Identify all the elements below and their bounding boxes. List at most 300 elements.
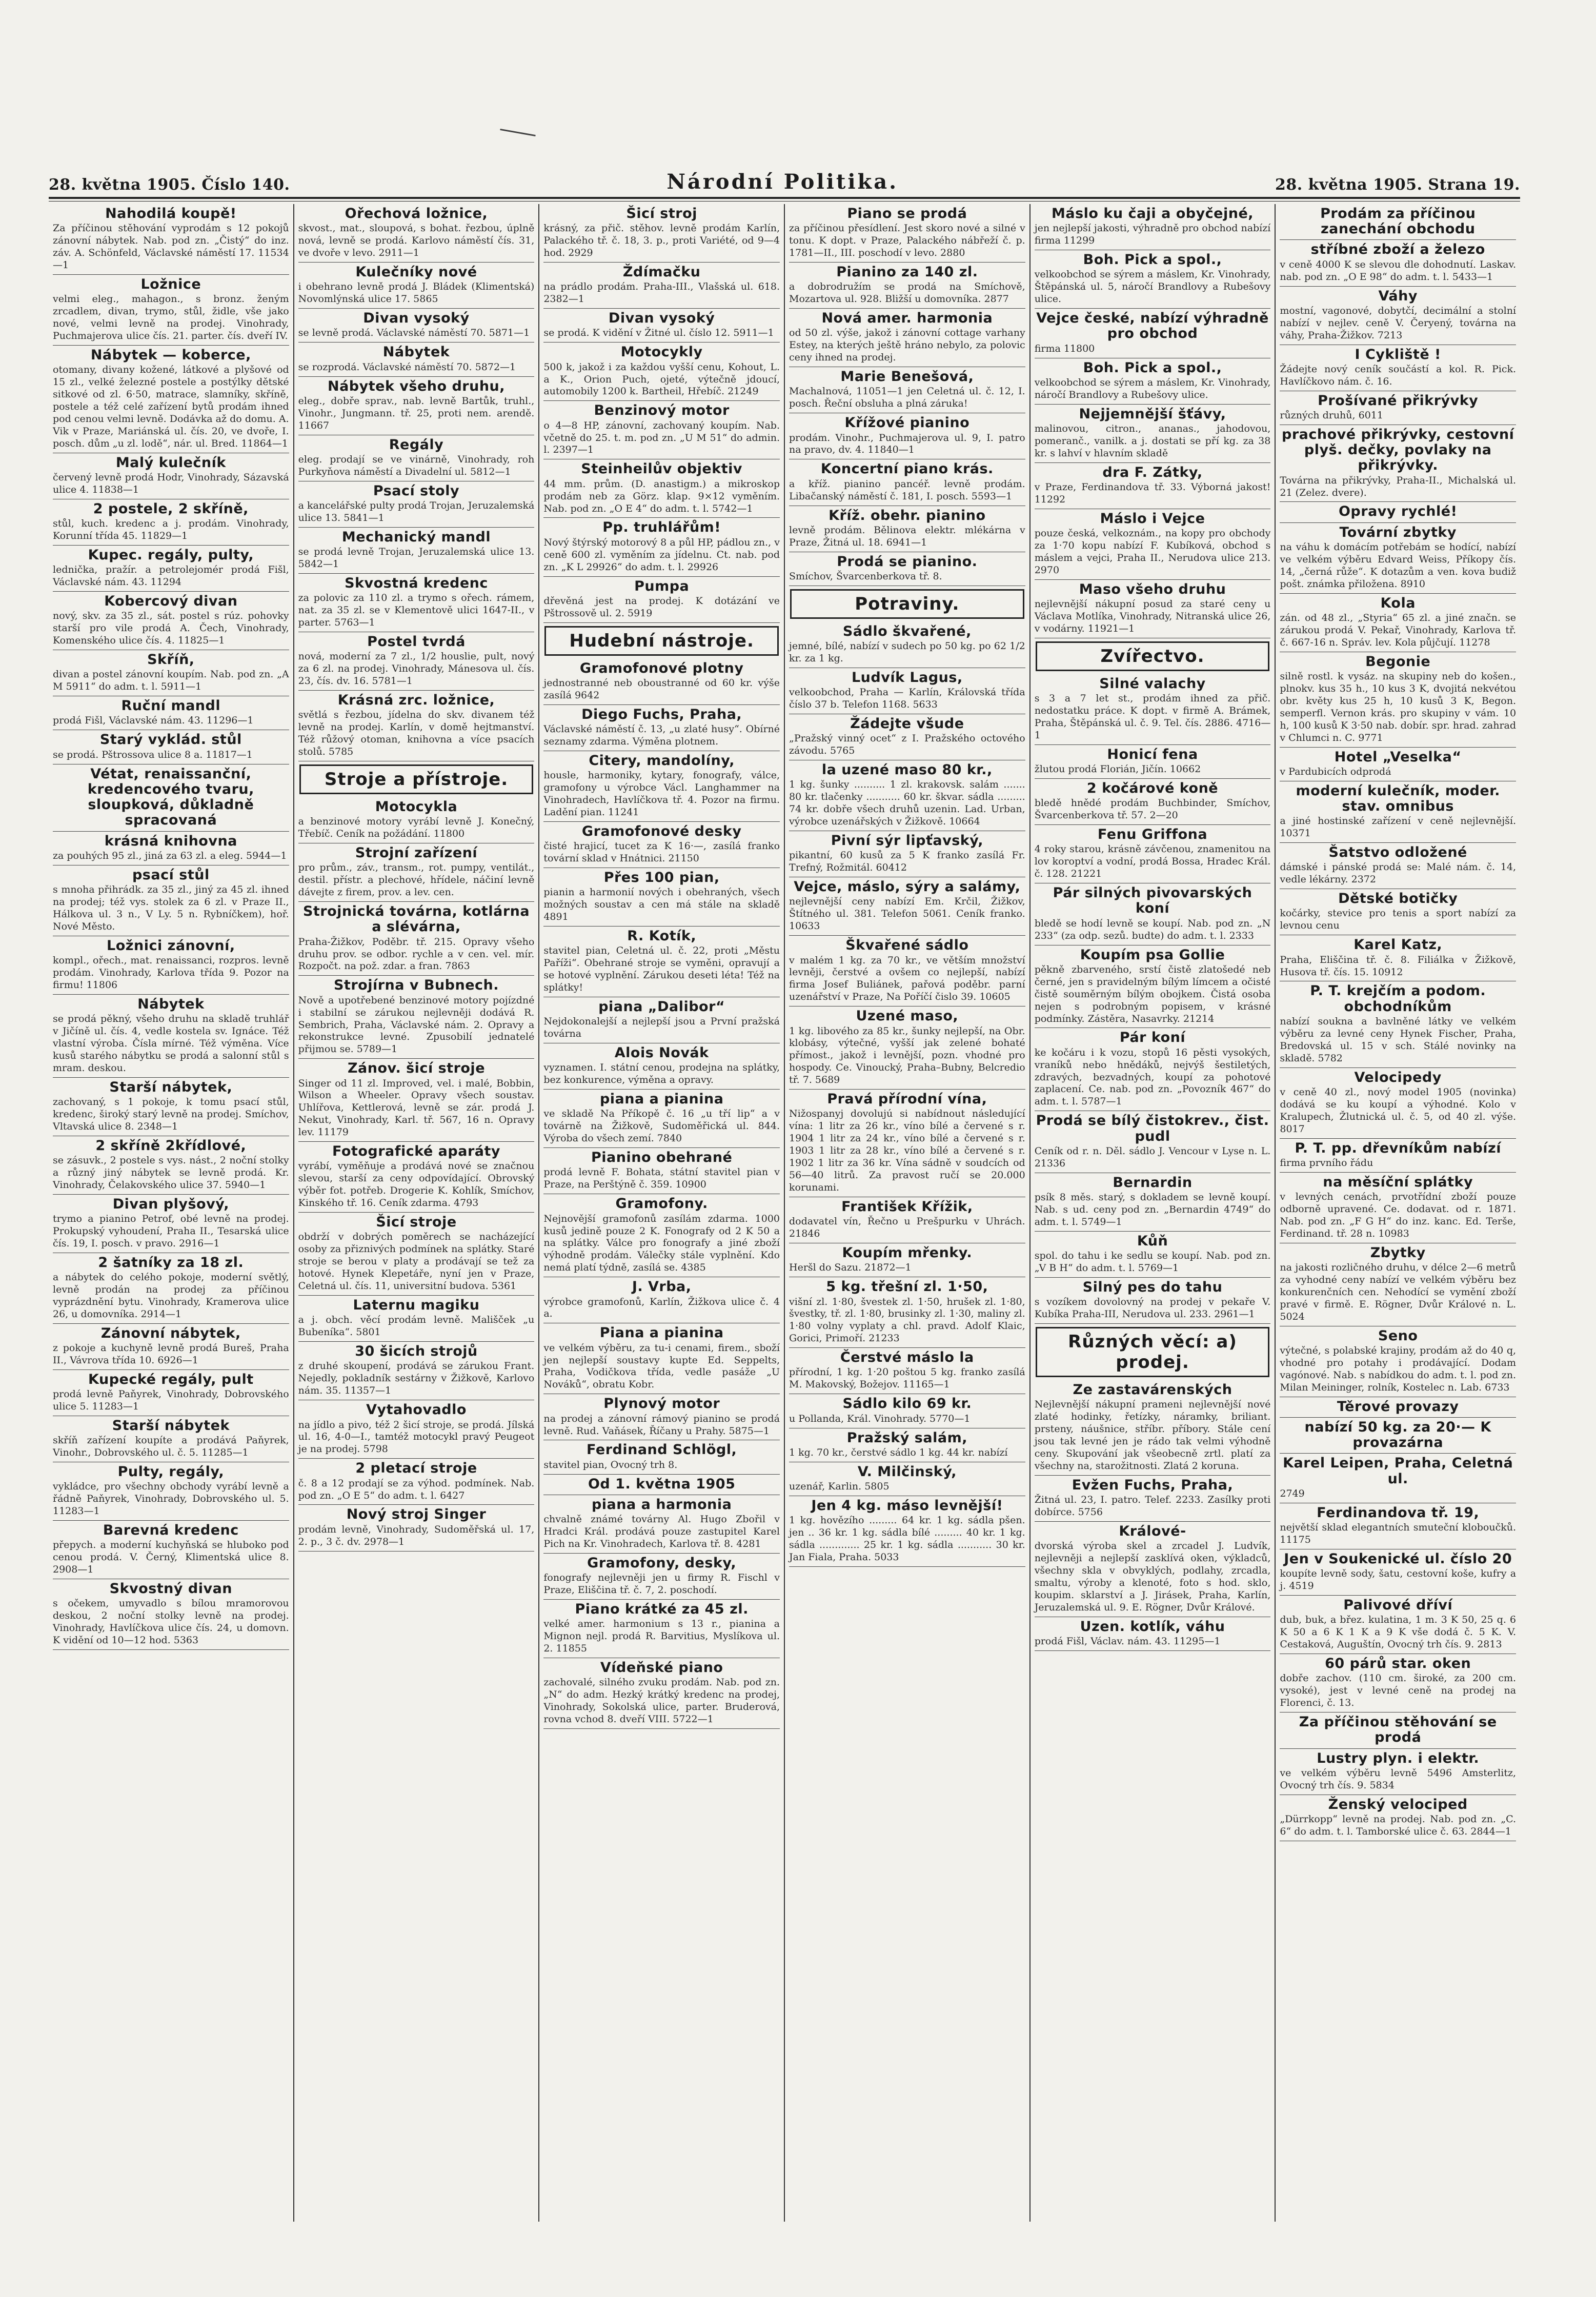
ad-headline: Za příčinou stěhování se prodá [1299,1714,1497,1746]
ad-body: stůl, kuch. kredenc a j. prodám. Vinohrady, Korunní třída 45. 11829—1 [53,518,289,542]
ad-body: vyznamen. I. státní cenou, prodejna na splátky, bez konkurence, výměna a opravy. [543,1062,780,1086]
ad-headline: Nábytek — koberce, [90,347,251,363]
section-heading: Hudební nástroje. [544,626,779,656]
ad-headline: Strojírna v Bubnech. [333,977,499,994]
ad-headline: 60 párů star. oken [1325,1656,1471,1672]
ad-body: různých druhů, 6011 [1280,409,1383,421]
ad-body: za pouhých 95 zl., jiná za 63 zl. a eleg. 5944—1 [53,850,287,861]
classified-ad [1280,502,1516,522]
classified-ad [298,377,535,435]
ad-headline: R. Kotík, [627,928,697,944]
ad-headline: Piano se prodá [847,206,967,221]
ad-headline: Máslo i Vejce [1100,510,1205,527]
classified-ad [1280,345,1516,391]
classified-ad [1280,1596,1516,1654]
ad-headline: Kupec. regály, pulty, [88,547,254,563]
ad-body: ve velkém výběru, za tu-i cenami, firem., sboží jen nejlepší soustavy kupte Ed. Seppelts, Praha, Vodičkova třída, vedle pasáže „U Nováků“, obratu Kobr. [543,1342,780,1391]
classified-ad [298,342,535,376]
ad-headline: Žádejte všude [850,716,964,732]
classified-ad [1035,1522,1271,1617]
ad-body: o 4—8 HP, zánovní, zachovaný koupím. Nab. včetně do 25. t. m. pod zn. „U M 51“ do admin. l. 2397—1 [543,419,780,456]
ad-body: a jiné hostinské zařízení v ceně nejlevnější. 10371 [1280,815,1517,839]
masthead-title: Národní Politika. [666,170,899,194]
ad-body: velmi eleg., mahagon., s bronz. ženým zrcadlem, divan, trymo, stůl, židle, vše jako nové, velmi levně na prodej. Vinohrady, Puchmajerova ulice čís. 21. parter. čís. dveří IV. [53,293,289,342]
ad-headline: Fenu Griffona [1097,827,1208,843]
ad-body: lednička, pražír. a petrolejomér prodá Fišl, Václavské nám. 43. 11294 [53,564,289,588]
classified-ad [789,1496,1025,1567]
ad-headline: Pianino obehrané [591,1150,733,1166]
ad-body: pianin a harmonií nových i obehraných, všech možných soustav a cen má stále na skladě 4891 [543,886,780,923]
ad-headline: Od 1. května 1905 [588,1476,736,1492]
classified-ad [543,263,780,309]
ad-headline: Kupecké regály, pult [88,1371,254,1387]
ad-body: zachovalé, silného zvuku prodám. Nab. pod zn. „N“ do adm. Hezký krátký kredenc na prodej, Vinohrady, Sokolská ulice, parter. Bruderová, rovna vchod 8. dveří VIII. 5722—1 [543,1677,780,1725]
classified-ad [53,346,289,453]
classified-ad [53,1078,289,1136]
ad-headline: Gramofony. [615,1196,708,1212]
ad-body: velkoobchod se sýrem a máslem, Kr. Vinohrady, Štěpánská ul. 5, náročí Brandlovy a Rubešovy ulice. [1034,269,1271,305]
classified-ad [1280,240,1516,286]
ad-body: pikantní, 60 kusů za 5 K franko zasílá Fr. Trefný, Rožmitál. 60412 [789,850,1025,874]
ad-headline: Nábytek [382,344,450,360]
classified-ad [298,902,535,976]
classified-ad [53,696,289,730]
ad-body: Továrna na přikrývky, Praha-II., Michalská ul. 21 (Zelez. dvere). [1280,474,1517,498]
ad-body: Za příčinou stěhování vyprodám s 12 pokojů zánovní nábytek. Nab. pod zn. „Čistý“ do inz. záv. A. Schönfeld, Václavské náměstí 17. 11534—1 [53,223,289,271]
ad-body: Nově a upotřebené benzinové motory pojízdné i stabilní se zárukou nejlevněji dodává R. Sembrich, Praha, Václavské nám. 2. Opravy a rekonstrukce levné. Zpusobilí jednatelé přijmou se. 5789—1 [298,994,535,1055]
ad-body: prodá levně Paňyrek, Vinohrady, Dobrovského ulice 5. 11283—1 [53,1388,289,1413]
classified-ad [298,691,535,761]
ad-headline: Prodá se bílý čistokrev., čist. pudl [1036,1113,1269,1144]
section-heading: Zvířectvo. [1036,641,1270,671]
ad-headline: Ždímačku [622,264,701,280]
ad-body: pěkně zbarveného, srstí čistě zlatošedé neb černé, jen s pravidelným bílým límcem a očisté čistě souměrným bílým obojkem. Čistá osoba nejen s podrobným popisem, v krásné podmínky. Zástěra, Nasavrky. 21214 [1034,963,1271,1024]
classified-ad [53,1324,289,1370]
classified-ad [543,1554,780,1600]
classified-ad [298,1505,535,1551]
classified-ad [789,1197,1025,1243]
ad-headline: Nová amer. harmonia [821,310,993,327]
ad-body: stavitel pian, Celetná ul. č. 22, proti „Městu Paříži“. Obehrané stroje se vyměni, opravují a se hotové vyplnění. Zárukou deseti léta! Též na splátky! [543,945,780,994]
ad-body: pouze česká, velkoznám., na kopy pro obchody za 1·70 kopu nabízí F. Kubíková, obchod s máslem a vejci, Praha II., Nerudova ulice 213. 2970 [1034,528,1271,576]
classified-ad [298,976,535,1059]
ad-body: ve skladě Na Příkopě č. 16 „u tří lip“ a v továrně na Žižkově, Sudoměřická ul. 844. Výroba do všech zemí. 7840 [543,1108,780,1144]
ad-headline: Šicí stroje [376,1214,457,1231]
classified-ad [53,1462,289,1521]
ad-body: stavitel pian, Ovocný trh 8. [543,1459,678,1470]
ad-headline: Uzené maso, [856,1008,959,1024]
ad-headline: Šatstvo odložené [1328,844,1467,861]
classified-ad [543,1600,780,1658]
ad-headline: prachové přikrývky, cestovní plyš. dečky, povlaky na přikrývky. [1282,426,1514,474]
classified-ad [1280,287,1516,345]
classified-ad [543,997,780,1043]
ad-body: fonografy nejlevněji jen u firmy R. Fischl v Praze, Eliščina tř. č. 7, 2. poschodí. [543,1572,780,1596]
ad-body: č. 8 a 12 prodají se za výhod. podmínek. Nab. pod zn. „O E 5“ do adm. t. l. 6427 [298,1477,535,1501]
ad-headline: Regály [389,436,444,453]
ad-headline: piana a pianina [599,1091,724,1107]
classified-ad [1035,1232,1271,1278]
ad-headline: Jen v Soukenické ul. číslo 20 [1284,1550,1512,1567]
ad-headline: Pravá přírodní vína, [827,1091,987,1107]
classified-ad [789,760,1025,831]
ad-headline: Lustry plyn. i elektr. [1317,1750,1480,1766]
ad-body: největší sklad elegantních smuteční kloboučků. 11175 [1280,1522,1517,1545]
ad-headline: Boh. Pick a spol., [1083,252,1222,268]
ad-headline: Pianino za 140 zl. [836,264,978,280]
ad-body: spol. do tahu i ke sedlu se koupí. Nab. pod zn. „V B H“ do adm. t. l. 5769—1 [1034,1250,1271,1274]
ad-body: jen nejlepší jakosti, výhradně pro obchod nabízí firma 11299 [1034,223,1271,247]
classified-ad [789,506,1025,552]
ad-body: trymo a pianino Petrof, obé levně na prodej. Prokupský vyhoudení, Praha II., Tesarská ulice čís. 19, I. posch. v pravo. 2916—1 [53,1213,289,1249]
ad-body: s 3 a 7 let st., prodám ihned za přič. nedostatku práce. K dopt. v firmě A. Brámek, Praha, Štěpánská ul. č. 9. Tel. čís. 2886. 4716—1 [1034,693,1271,741]
classified-ad [789,1348,1025,1394]
classified-ad [53,546,289,592]
classified-ad [789,459,1025,506]
ad-headline: Jen 4 kg. máso levnější! [811,1497,1003,1514]
ad-body: výtečné, s polabské krajiny, prodám až do 40 q, vhodné pro potahy i prodávající. Dodam vagónové. Nab. s nabídkou do adm. t. l. pod zn. Milan Meininger, rolník, Kostelec n. Lab. 6733 [1280,1344,1517,1393]
ad-headline: Kobercový divan [104,593,238,610]
ad-headline: Opravy rychlé! [1338,503,1458,520]
ad-headline: stříbné zboží a železo [1310,241,1485,258]
ad-body: prodá Fišl, Václav. nám. 43. 11295—1 [1034,1636,1221,1647]
ad-body: skvost., mat., sloupová, s bohat. řezbou, úplně nová, levně se prodá. Karlovo náměstí čís. 31, ve dvoře v levo. 2911—1 [298,223,535,259]
classified-ad [298,1296,535,1342]
classified-ad [789,552,1025,586]
ad-headline: Kola [1380,595,1416,611]
classified-ad [1280,781,1516,843]
classified-ad [1280,652,1516,748]
classified-ad [543,577,780,623]
ad-headline: Váhy [1378,288,1418,304]
classified-ad [1280,748,1516,781]
classified-ad [789,1090,1025,1197]
ad-headline: Pár koní [1119,1030,1186,1046]
ad-headline: Hotel „Veselka“ [1334,749,1462,765]
ad-body: v ceně 4000 K se slevou dle dohodnutí. Laskav. nab. pod zn. „O E 98“ do adm. t. l. 5433—1 [1280,258,1517,283]
ad-headline: 5 kg. třešní zl. 1·50, [826,1279,988,1295]
ad-headline: Škvařené sádlo [845,937,969,954]
ad-headline: piana a harmonia [591,1496,732,1513]
ad-body: 44 mm. prům. (D. anastigm.) a mikroskop prodám neb za Görz. klap. 9×12 vyměním. Nab. pod zn. „O E 4“ do adm. t. l. 5742—1 [543,478,780,514]
ad-body: mostní, vagonové, dobytčí, decimální a stolní nabízí v nejlev. ceně V. Čeryený, továrna na váhy, Praha-Žižkov. 7213 [1280,305,1517,341]
ad-body: koupíte levně sody, šatu, cestovní koše, kufry a j. 4519 [1280,1568,1517,1592]
ad-body: se prodá levně Trojan, Jeruzalemská ulice 13. 5842—1 [298,546,535,570]
classified-ad [1280,1243,1516,1326]
ad-headline: Seno [1378,1327,1418,1344]
ad-body: Nový štýrský motorový 8 a půl HP, pádlou zn., v ceně 600 zl. vyměním za jídelnu. Ct. nab. pod zn. „K L 29926“ do adm. t. l. 29926 [543,536,780,573]
ad-headline: Psací stoly [373,482,460,499]
ad-headline: Pražský salám, [846,1429,967,1446]
ad-headline: Máslo ku čaji a obyčejné, [1052,206,1254,221]
ad-body: v ceně 40 zl., nový model 1905 (novinka) dodává se ku koupí a výhodné. Kolo v Kralupech, Žlutnická ul. č. 5, od 40 zl. výše. 8017 [1280,1086,1517,1135]
classified-ad [543,868,780,926]
classified-ad [789,1006,1025,1090]
classified-ad [1035,1278,1271,1324]
ad-body: Machalnová, 11051—1 jen Celetná ul. č. 12, I. posch. Řeční obsluha a plná záruka! [789,386,1025,410]
classified-ad [53,995,289,1078]
ad-body: zachovaný, s 1 pokoje, k tomu psací stůl, kredenc, široký starý levně na prodej. Smíchov, Vltavská ulice 8. 2348—1 [53,1096,289,1132]
ad-headline: Pp. truhlářům! [602,519,721,536]
classified-ad [298,1213,535,1296]
ad-body: Nejlevnější nákupní prameni nejlevnější nové zlaté hodinky, řetízky, náramky, briliant. prsteny, náušnice, stříbr. příbory. Stále cení jsou tak levné jen je rádo tak velmi výhodně ceny. Skupování jak všeobecně zrtl. platí za všechny na, starožitnosti. Zlatá 2 koruna. [1034,1399,1271,1472]
newspaper-page [49,0,1520,2297]
ad-headline: Kůň [1137,1233,1168,1249]
ad-body: na prodej a zánovní rámový pianino se prodá levně. Rud. Vaňásek, Říčany u Prahy. 5875—1 [543,1413,780,1437]
classified-ad [543,659,780,705]
ad-body: a kancelářské pulty prodá Trojan, Jeruzalemská ulice 13. 5841—1 [298,499,535,523]
classified-ad [1035,580,1271,638]
classified-ad [53,1416,289,1462]
classified-ad [543,309,780,342]
classified-ad [543,1277,780,1323]
ad-headline: Vytahovadlo [366,1402,467,1418]
ink-mark [500,129,535,136]
ad-body: na prádlo prodám. Praha-III., Vlašská ul. 618. 2382—1 [543,281,780,305]
ad-headline: Barevná kredenc [103,1522,239,1539]
ad-headline: Maso všeho druhu [1079,581,1226,597]
ad-headline: Fotografické aparáty [332,1143,500,1160]
classified-ad [1280,1654,1516,1712]
ad-headline: Steinheilův objektiv [581,461,742,477]
classified-ad [543,1495,780,1554]
ad-body: v Pardubicích odprodá [1280,765,1391,777]
ad-headline: Sádlo škvařené, [842,623,972,639]
ad-headline: V. Milčinský, [857,1463,957,1480]
classified-ad [298,263,535,309]
ad-headline: Marie Benešová, [840,369,974,385]
ad-body: vykládce, pro všechny obchody vyrábí levně a řádně Paňyrek, Vinohrady, Dobrovského ul. 5. 11283—1 [53,1481,289,1517]
classified-ad [53,275,289,346]
classified-ad [1035,1111,1271,1173]
ad-headline: Krásná zrc. ložnice, [337,692,495,708]
classified-ad [1280,1549,1516,1596]
ad-headline: Ložnice [140,276,201,292]
classified-ad [1035,1476,1271,1522]
ad-body: krásný, za přič. stěhov. levně prodám Karlín, Palackého tř. č. 18, 3. p., proti Variété, od 9—4 hod. 2929 [543,223,780,259]
ad-headline: piana „Dalibor“ [598,998,725,1015]
ad-headline: Nábytek všeho druhu, [327,378,506,394]
ad-headline: Gramofonové desky [581,823,742,839]
classified-ad [1280,1749,1516,1795]
classified-ad [1280,391,1516,425]
classified-ad [1035,204,1271,250]
ad-body: zán. od 48 zl., „Styria“ 65 zl. a jiné značn. se zárukou prodá V. Pekař, Vinohrady, Karlova tř. č. 667-16 n. Správ. lev. Kola půjčují. 11278 [1280,612,1517,648]
classified-ad [1035,250,1271,309]
ad-headline: Silné valachy [1099,675,1206,692]
ad-body: i obehrano levně prodá J. Bládek (Klimentská) Novomlýnská ulice 17. 5865 [298,281,535,305]
classified-ad [1280,1503,1516,1549]
ad-headline: Starý vyklád. stůl [99,732,242,748]
ad-headline: Silný pes do tahu [1082,1279,1223,1295]
ad-headline: P. T. krejčím a podom. obchodníkům [1310,983,1486,1015]
ad-headline: Begonie [1365,653,1431,670]
ad-headline: Starší nábytek, [109,1079,233,1095]
ad-headline: nabízí 50 kg. za 20·— K provazárna [1304,1419,1491,1451]
ad-body: dub, buk, a břez. kulatina, 1 m. 3 K 50, 25 q. 6 K 50 a 6 K 1 K a 9 K vše dodá č. 5 K. V. Cestaková, Auguštín, Ovocný trh čís. 9. 2813 [1280,1614,1517,1650]
classified-ad [53,1579,289,1650]
ad-headline: 2 postele, 2 skříně, [93,500,249,517]
classified-ad [543,459,780,518]
ad-headline: Skvostná kredenc [345,575,488,591]
ad-body: 1 kg. 70 kr., čerstvé sádlo 1 kg. 44 kr. nabízí [789,1446,1008,1458]
ad-body: Ceník od r. n. Děl. sádlo J. Vencour v Lyse n. L. 21336 [1034,1145,1271,1169]
classified-ad [1280,981,1516,1067]
ad-body: a dobrodružím se prodá na Smíchově, Mozartova ul. 928. Bližší u domovníka. 2877 [789,281,1025,305]
classified-ad [1280,843,1516,889]
classified-ad [1280,204,1516,240]
ad-headline: Karel Leipen, Praha, Celetná ul. [1283,1455,1513,1487]
ad-body: a j. obch. věcí prodám levně. Mališček „u Bubeníka“. 5801 [298,1314,535,1338]
ad-headline: la uzené maso 80 kr., [821,762,993,778]
ad-body: Singer od 11 zl. Improved, vel. i malé, Bobbin, Wilson a Wheeler. Opravy všech soustav. Uhlířova, Kettlerová, levně se zár. prodá J. Nekut, Vinohrady, Karl. tř. 567, 16 n. Opravy lev. 11179 [298,1077,535,1138]
classified-ad [53,1370,289,1416]
classified-ad [298,1142,535,1213]
column-2 [293,204,539,2222]
ad-headline: Vétat, renaissanční, kredencového tvaru, sloupková, důkladně spracovaná [87,765,254,829]
column-4 [784,204,1029,2222]
classified-ad [53,1253,289,1324]
ad-body: „Dürrkopp“ levně na prodej. Nab. pod zn. „C. 6“ do adm. t. l. Tamborské ulice č. 63. 2844—1 [1280,1813,1517,1837]
ad-body: v Praze, Ferdinandova tř. 33. Výborná jakost! 11292 [1034,481,1271,505]
classified-ad [1035,825,1271,883]
classified-ad [789,668,1025,714]
ad-headline: Mechanický mandl [341,529,491,545]
ad-body: nejlevnější ceny nabízí Em. Krčil, Žižkov, Štítného ul. 381. Telefon 5061. Ceník franko. 10633 [789,896,1025,932]
ad-body: na váhu k domácím potřebám se hodící, nabízí ve velkém výběru Edvard Weiss, Příkopy čís. 14, „černá růže“. K dotazům a ven. kova budiž pošt. známka přiložena. 8910 [1280,541,1517,590]
ad-body: velké amer. harmonium s 13 r., pianina a Mignon nejl. prodá R. Barvitius, Myslíkova ul. 2. 11855 [543,1618,780,1655]
ad-headline: Ferdinand Schlögl, [587,1442,737,1458]
ad-body: z druhé skoupení, prodává se zárukou Frant. Nejedly, pokladník sestárny v Žižkově, Karlovo nám. 35. 11357—1 [298,1360,535,1397]
ad-body: Václavské náměstí č. 13, „u zlaté husy“. Obírné seznamy zdarma. Výměna plotnem. [543,723,780,747]
classified-ad [543,1148,780,1194]
ad-body: chvalně známé továrny Al. Hugo Zbořil v Hradci Král. prodává pouze zastupitel Karel Pich na Kr. Vinohradech, Karlova tř. 8. 4281 [543,1514,780,1549]
ad-headline: Prošívané přikrývky [1318,392,1479,409]
classified-ad [543,705,780,751]
ad-headline: Dětské botičky [1338,891,1458,907]
classified-ad [298,309,535,342]
ad-body: na jídlo a pivo, též 2 šicí stroje, se prodá. Jílská ul. 16, 4-0—I., tamtéž motocykl pravý Peugeot je na prodej. 5798 [298,1419,535,1455]
ad-headline: Ženský velociped [1328,1796,1468,1812]
column-3 [538,204,784,2222]
ad-body: z pokoje a kuchyně levně prodá Bureš, Praha II., Vávrova třída 10. 6926—1 [53,1342,289,1366]
ad-headline: Nejjemnější šťávy, [1079,406,1226,422]
ad-headline: Kříž. obehr. pianino [829,507,986,523]
ad-headline: Nábytek [137,996,205,1012]
ad-headline: Ferdinandova tř. 19, [1317,1504,1480,1521]
classified-ad [789,1394,1025,1428]
ad-headline: Prodám za příčinou zanechání obchodu [1320,206,1476,237]
ad-body: bledě hnědé prodám Buchbinder, Smíchov, Švarcenberkova tř. 57. 2—20 [1034,797,1271,821]
ad-body: prodám. Vinohr., Puchmajerova ul. 9, I. patro na pravo, dv. 4. 11840—1 [789,432,1025,456]
ad-headline: Koncertní piano krás. [820,461,994,477]
classified-ad [543,822,780,868]
ad-body: od 50 zl. výše, jakož i zánovní cottage varhany Estey, na kterých ještě hráno nebylo, za polovic ceny ihned na prodej. [789,327,1025,364]
ad-headline: Přes 100 pian, [603,869,720,885]
ad-body: a kříž. pianino pancéř. levně prodám. Libačanský náměstí č. 181, I. posch. 5593—1 [789,478,1025,502]
ad-body: jednostranné neb oboustranné od 60 kr. výše zasílá 9642 [543,677,780,701]
classified-ad [1280,1139,1516,1173]
ad-body: vyrábí, vyměňuje a prodává nové se značnou slevou, starší za ceny odpovídající. Obrovský výběr fot. potřeb. Drogerie K. Kohlík, Smíchov, Kinského tř. 16. Ceník zdarma. 4793 [298,1160,535,1209]
ad-headline: Křížové pianino [844,415,970,431]
ad-headline: Divan plyšový, [112,1196,229,1212]
classified-ad [789,831,1025,877]
ad-headline: Ložnici zánovní, [107,937,235,954]
ad-body: ke kočáru i k vozu, stopů 16 pěsti vysokých, vraníků nebo hnědáků, nejvýš šestiletých, zdravých, bezvadných, koupí za pohotové zaplacení. Ce. nab. pod zn. „Povozník 467“ do adm. t. l. 5787—1 [1034,1046,1271,1107]
classified-ad [543,1194,780,1277]
classified-ad [789,936,1025,1006]
ad-headline: Pumpa [634,578,690,594]
ad-body: přírodní, 1 kg. 1·20 poštou 5 kg. franko zasílá M. Makovský, Božejov. 11165—1 [789,1366,1025,1391]
ad-body: přepych. a moderní kuchyňská se hluboko pod cenou prodá. V. Černý, Klimentská ulice 8. 2908—1 [53,1539,289,1576]
ad-body: Praha-Žižkov, Poděbr. tř. 215. Opravy všeho druhu prov. se odbor. rychle a v cen. vel. mír. Rozpočt. na pož. zdar. a fran. 7863 [298,936,535,972]
ad-body: s mnoha přihrádk. za 35 zl., jiný za 45 zl. ihned na prodej; též vys. stolek za 6 zl. v Praze II., Hálkova ul. 3 n., V Ly. 5 n. Rybníčkem), hoř. Nové Město. [53,883,289,932]
classified-ad [543,1440,780,1474]
ad-body: 2749 [1280,1487,1305,1499]
classified-ad [543,1658,780,1729]
header-date-page: 28. května 1905. Strana 19. [1275,176,1520,194]
classified-ad [53,832,289,865]
ad-body: a benzinové motory vyrábí levně J. Konečný, Třebíč. Ceník na požádání. 11800 [298,816,535,840]
section-heading: Potraviny. [790,589,1024,619]
classified-ad [1035,674,1271,745]
ad-body: dámské i pánské prodá se: Malé nám. č. 14, vedle lékárny. 2372 [1280,861,1517,885]
ad-headline: Divan vysoký [363,310,470,327]
ad-body: otomany, divany kožené, látkové a plyšové od 15 zl., velké železné postele a postýlky dětské sitkové od zl. 6·50, matrace, slamníky, skříně, postele a též celé zařízení bytů prodám ihned pod cenou velmi levně. Dodávka až do domu. A. Vik v Praze, Mariánská ul. čís. 20, ve dvoře, I. posch. dům „u zl. lodě“, nár. ul. Bred. 11864—1 [53,364,289,449]
ad-body: na jakosti rozličného druhu, v délce 2—6 metrů za vyhodné ceny nabízí ve velkém výběru bez konkurenčních cen. Nehodící se vymění zboží pravé v firmě. E. Rögner, Dvůr Králové n. L. 5024 [1280,1262,1517,1322]
classified-ad [1035,779,1271,825]
classified-ad [53,730,289,764]
classified-ad [543,518,780,576]
classified-ad [1280,1173,1516,1243]
ad-body: housle, harmoniky, kytary, fonografy, válce, gramofony u výrobce Václ. Langhammer na Vinohradech, Havlíčkova tř. 4. Pozor na firmu. Ladění pian. 11241 [543,770,780,818]
ad-headline: Bernardin [1113,1174,1193,1191]
ad-headline: dra F. Zátky, [1102,464,1203,480]
classified-columns [49,204,1520,2222]
ad-body: 1 kg. hovězího ......... 64 kr. 1 kg. sádla pšen. jen .. 36 kr. 1 kg. sádla bílé ......... 40 kr. 1 kg. sádla ............. 25 kr. 1 kg. sádla ........... 30 kr. Jan Fiala, Praha. 5033 [789,1515,1025,1563]
classified-ad [298,481,535,528]
ad-body: pro prům., záv., transm., rot. pumpy, ventilát., destil. přístr. a plechové, hřídele, náčiní levně dávejte z firem, prov. a lev. cen. [298,862,535,898]
ad-headline: Gramofony, desky, [587,1555,737,1571]
classified-ad [1035,945,1271,1029]
classified-ad [789,714,1025,760]
classified-ad [298,435,535,481]
ad-headline: Honicí fena [1107,746,1198,762]
ad-headline: Pivní sýr lipťavský, [831,833,983,849]
ad-headline: psací stůl [132,867,210,883]
ad-body: skříň zařízení koupíte a prodává Paňyrek, Vinohr., Dobrovského ul. č. 5. 11285—1 [53,1435,289,1459]
ad-body: se zásuvk., 2 postele s vys. nást., 2 noční stolky a různý jiný nábytek se levně prodá. Kr. Vinohrady, Čelakovského ulice 37. 5940—1 [53,1154,289,1191]
ad-headline: Nový stroj Singer [346,1506,487,1523]
ad-body: uzenář, Karlin. 5805 [789,1480,890,1492]
classified-ad [543,1323,780,1394]
classified-ad [1035,309,1271,358]
ad-body: dvorská výroba skel a zrcadel J. Ludvík, nejlevněji a nejlepší zasklívá oken, výkladců, všechny skla v obvyklých, podlahy, zrcadla, smaltu, výroby a klenoté, foto s hod. sklo, koupim. sklarství a J. Jirásek, Praha, Karlín, Jeruzalemská ul. 9. E. Rögner, Dvůr Králové. [1034,1540,1271,1613]
ad-body: nejlevnější nákupní posud za staré ceny u Václava Motlíka, Vinohrady, Nitranská ulice 26, v vodárny. 11921—1 [1034,598,1271,634]
classified-ad [1280,425,1516,502]
classified-ad [543,1043,780,1090]
ad-headline: Karel Katz, [1353,937,1443,953]
ad-headline: Koupím mřenky. [842,1245,973,1261]
ad-headline: Starší nábytek [112,1418,230,1434]
ad-body: obdrží v dobrých poměrech se nacházející osoby za přiznivých podmínek na splátky. Staré stroje se berou v platy a prodávají se tež za hotové. Hynek Klepetáře, nyní jen v Praze, Celetná ul. čís. 11, universitní budova. 5361 [298,1231,535,1292]
ad-headline: 30 šicích strojů [355,1343,478,1360]
classified-ad [1280,594,1516,652]
ad-body: nová, moderní za 7 zl., 1/2 houslie, pult, nový za 6 zl. na prodej. Vinohrady, Mánesova ul. čís. 23, čís. dv. 16. 5781—1 [298,651,535,687]
classified-ad [543,751,780,822]
ad-body: dodavatel vín, Řečno u Prešpurku v Uhrách. 21846 [789,1216,1025,1240]
ad-headline: Laternu magiku [353,1297,480,1314]
